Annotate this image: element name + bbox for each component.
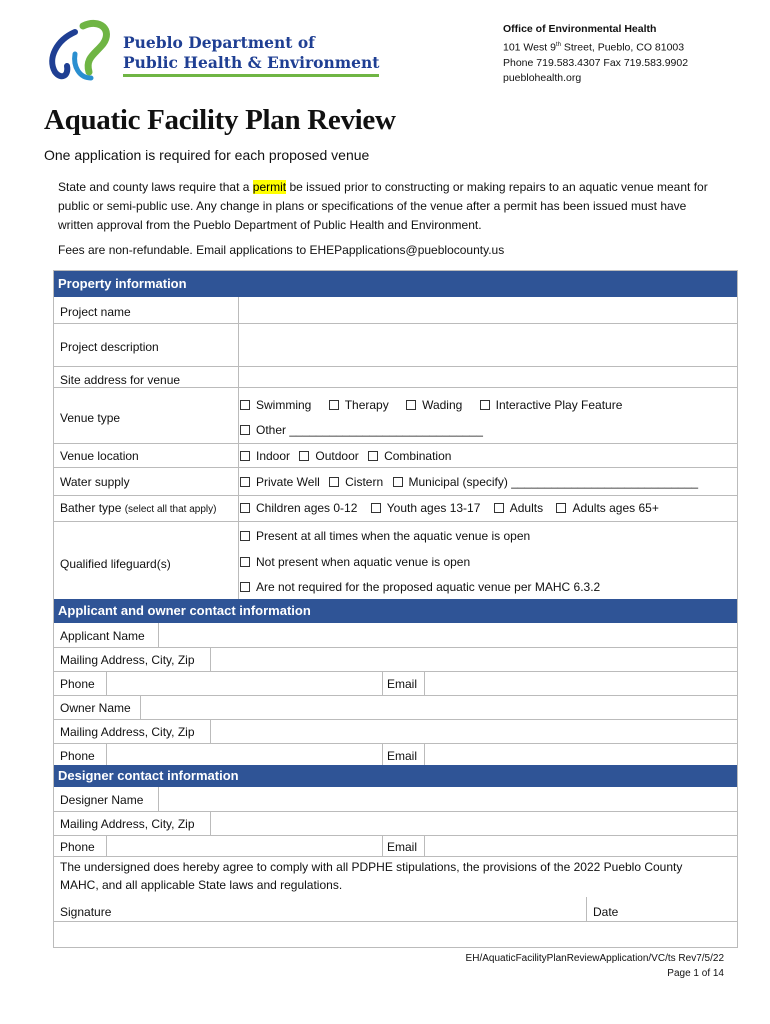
logo-swoosh-icon xyxy=(45,18,123,84)
checkbox-icon xyxy=(240,503,250,513)
office-info xyxy=(503,22,688,87)
label-phone-owner: Phone xyxy=(60,749,95,763)
option-label: Adults ages 65+ xyxy=(572,501,659,515)
checkbox-icon xyxy=(371,503,381,513)
venue-type-options xyxy=(240,398,636,412)
label-project-name: Project name xyxy=(60,305,131,319)
checkbox-icon xyxy=(406,400,416,410)
venue-location-combination[interactable] xyxy=(368,449,451,463)
divider xyxy=(106,743,107,765)
water-supply-municipal[interactable] xyxy=(393,475,699,489)
designer-name-field[interactable] xyxy=(160,787,736,811)
row-line xyxy=(54,387,737,388)
checkbox-icon xyxy=(240,531,250,541)
checkbox-icon xyxy=(240,425,250,435)
bather-type-note: (select all that apply) xyxy=(124,504,217,515)
venue-type-swimming[interactable] xyxy=(240,398,311,412)
option-label: Therapy xyxy=(344,398,389,412)
water-supply-cistern[interactable] xyxy=(329,475,383,489)
option-label: Interactive Play Feature xyxy=(495,398,623,412)
applicant-mailing-field[interactable] xyxy=(212,647,736,671)
divider xyxy=(106,671,107,695)
checkbox-icon xyxy=(240,400,250,410)
signature-field[interactable] xyxy=(54,922,584,947)
intro-highlight: permit xyxy=(252,180,287,194)
venue-location-outdoor[interactable] xyxy=(299,449,358,463)
address-pre: 101 West 9 xyxy=(503,41,556,53)
row-line xyxy=(54,495,737,496)
address-post: Street, Pueblo, CO 81003 xyxy=(560,41,685,53)
row-line xyxy=(54,521,737,522)
option-label: Other _____________________________ xyxy=(256,423,483,437)
checkbox-icon xyxy=(240,582,250,592)
lifeguard-not-present[interactable] xyxy=(240,555,470,569)
option-label: Wading xyxy=(422,398,463,412)
bather-type-text: Bather type xyxy=(60,501,122,515)
divider xyxy=(382,743,383,765)
checkbox-icon xyxy=(480,400,490,410)
option-label: Private Well xyxy=(256,475,320,489)
option-label: Municipal (specify) ____________________________ xyxy=(408,475,699,489)
label-venue-location: Venue location xyxy=(60,449,139,463)
option-label: Not present when aquatic venue is open xyxy=(256,555,471,569)
org-name xyxy=(123,33,379,77)
page-subtitle: One application is required for each proposed venue xyxy=(44,147,370,163)
option-label: Present at all times when the aquatic venue is open xyxy=(256,529,531,543)
venue-type-wading[interactable] xyxy=(406,398,462,412)
project-description-field[interactable] xyxy=(240,324,736,366)
org-name-line2: Public Health & Environment xyxy=(123,53,379,77)
divider xyxy=(158,623,159,647)
label-signature: Signature xyxy=(60,905,112,919)
venue-location-indoor[interactable] xyxy=(240,449,290,463)
bather-type-options xyxy=(240,501,659,515)
office-address xyxy=(503,38,688,56)
divider xyxy=(382,671,383,695)
label-mailing-owner: Mailing Address, City, Zip xyxy=(60,725,195,739)
checkbox-icon xyxy=(240,557,250,567)
divider xyxy=(382,835,383,856)
checkbox-icon xyxy=(240,477,250,487)
checkbox-icon xyxy=(329,477,339,487)
label-mailing-designer: Mailing Address, City, Zip xyxy=(60,817,195,831)
office-title: Office of Environmental Health xyxy=(503,23,657,35)
divider xyxy=(140,695,141,719)
divider xyxy=(210,811,211,835)
venue-type-interactive[interactable] xyxy=(480,398,623,412)
intro-post: be issued prior to constructing or making repairs to an aquatic venue meant for public or semi-public use. Any change in plans or specifications of the venue after a permit has been issued must have written approval from the Pueblo Department of Public Health and Environment. xyxy=(58,180,708,232)
application-form xyxy=(53,270,738,948)
water-supply-options xyxy=(240,475,698,489)
divider xyxy=(158,787,159,811)
label-email-applicant: Email xyxy=(387,677,418,691)
label-email-owner: Email xyxy=(387,749,418,763)
divider xyxy=(210,719,211,743)
label-owner-name: Owner Name xyxy=(60,701,131,715)
checkbox-icon xyxy=(299,451,309,461)
label-lifeguard: Qualified lifeguard(s) xyxy=(60,557,171,571)
agreement-text: The undersigned does hereby agree to comply with all PDPHE stipulations, the provisions of the 2022 Pueblo County MAHC, and all applicable State laws and regulations. xyxy=(60,860,683,892)
owner-email-field[interactable] xyxy=(426,743,736,765)
label-applicant-name: Applicant Name xyxy=(60,629,145,643)
row-line xyxy=(54,467,737,468)
checkbox-icon xyxy=(556,503,566,513)
owner-phone-field[interactable] xyxy=(108,743,382,765)
label-phone-designer: Phone xyxy=(60,840,95,854)
section-header-designer: Designer contact information xyxy=(54,765,737,787)
bather-type-youth[interactable] xyxy=(371,501,481,515)
venue-type-other[interactable] xyxy=(240,423,483,437)
lifeguard-not-required[interactable] xyxy=(240,580,600,594)
divider xyxy=(424,835,425,856)
option-label: Outdoor xyxy=(315,449,359,463)
label-mailing-applicant: Mailing Address, City, Zip xyxy=(60,653,195,667)
option-label: Cistern xyxy=(345,475,384,489)
intro-pre: State and county laws require that a xyxy=(58,180,253,194)
label-water-supply: Water supply xyxy=(60,475,130,489)
label-date: Date xyxy=(593,905,619,919)
row-line xyxy=(54,443,737,444)
designer-email-field[interactable] xyxy=(426,835,736,856)
checkbox-icon xyxy=(240,451,250,461)
applicant-name-field[interactable] xyxy=(160,623,736,647)
divider xyxy=(238,297,239,599)
option-label: Youth ages 13-17 xyxy=(386,501,481,515)
page-number: Page 1 of 14 xyxy=(667,968,724,979)
row-line xyxy=(54,856,737,857)
divider xyxy=(210,647,211,671)
project-name-field[interactable] xyxy=(240,297,736,323)
org-name-line1: Pueblo Department of xyxy=(123,33,315,52)
section-header-property: Property information xyxy=(54,271,737,297)
option-label: Swimming xyxy=(256,398,312,412)
owner-mailing-field[interactable] xyxy=(212,719,736,743)
option-label: Indoor xyxy=(256,449,291,463)
label-site-address: Site address for venue xyxy=(60,373,181,387)
checkbox-icon xyxy=(393,477,403,487)
divider xyxy=(106,835,107,856)
venue-location-options xyxy=(240,449,451,463)
label-phone-applicant: Phone xyxy=(60,677,95,691)
option-label: Combination xyxy=(384,449,452,463)
divider xyxy=(424,671,425,695)
section-header-applicant: Applicant and owner contact information xyxy=(54,599,737,623)
site-address-field[interactable] xyxy=(240,367,736,387)
checkbox-icon xyxy=(494,503,504,513)
org-logo xyxy=(45,18,380,84)
label-project-description: Project description xyxy=(60,340,159,354)
bather-type-adults[interactable] xyxy=(494,501,543,515)
option-label: Children ages 0-12 xyxy=(256,501,358,515)
designer-phone-field[interactable] xyxy=(108,835,382,856)
label-email-designer: Email xyxy=(387,840,418,854)
label-venue-type: Venue type xyxy=(60,411,121,425)
checkbox-icon xyxy=(329,400,339,410)
applicant-phone-field[interactable] xyxy=(108,671,382,695)
checkbox-icon xyxy=(368,451,378,461)
label-bather-type xyxy=(60,501,216,515)
page-title: Aquatic Facility Plan Review xyxy=(44,104,396,136)
divider xyxy=(586,897,587,921)
intro-paragraph xyxy=(58,178,708,235)
designer-mailing-field[interactable] xyxy=(212,811,736,835)
page-footer xyxy=(466,951,724,981)
fees-note: Fees are non-refundable. Email applications to EHEPapplications@pueblocounty.us xyxy=(58,243,505,257)
owner-name-field[interactable] xyxy=(142,695,736,719)
document-id: EH/AquaticFacilityPlanReviewApplication/VC/ts Rev7/5/22 xyxy=(465,953,724,964)
water-supply-well[interactable] xyxy=(240,475,320,489)
office-phone-fax: Phone 719.583.4307 Fax 719.583.9902 xyxy=(503,56,689,69)
date-field[interactable] xyxy=(588,922,736,947)
office-website[interactable]: pueblohealth.org xyxy=(503,72,582,84)
venue-type-therapy[interactable] xyxy=(329,398,389,412)
address-sup: th xyxy=(555,41,561,48)
option-label: Adults xyxy=(509,501,544,515)
applicant-email-field[interactable] xyxy=(426,671,736,695)
label-designer-name: Designer Name xyxy=(60,793,144,807)
bather-type-children[interactable] xyxy=(240,501,357,515)
option-label: Are not required for the proposed aquatic venue per MAHC 6.3.2 xyxy=(256,580,601,594)
divider xyxy=(424,743,425,765)
lifeguard-present[interactable] xyxy=(240,529,530,543)
bather-type-seniors[interactable] xyxy=(556,501,658,515)
